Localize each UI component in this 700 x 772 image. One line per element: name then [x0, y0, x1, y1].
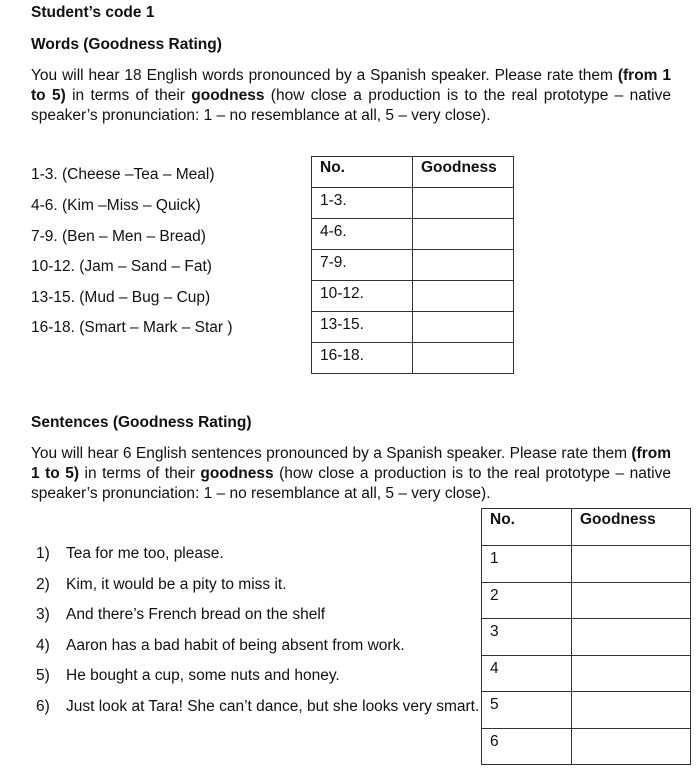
word-item: 10-12. (Jam – Sand – Fat) — [31, 258, 212, 275]
word-item: 16-18. (Smart – Mark – Star ) — [31, 319, 233, 336]
words-instructions — [31, 66, 671, 126]
column-header-goodness: Goodness — [572, 509, 691, 546]
row-label: 10-12. — [312, 281, 413, 312]
row-label: 4-6. — [312, 219, 413, 250]
table-row — [312, 281, 514, 312]
table-row — [312, 219, 514, 250]
sentence-item — [36, 576, 287, 594]
goodness-cell[interactable] — [572, 546, 691, 583]
table-row — [482, 546, 691, 583]
table-row — [312, 312, 514, 343]
words-rating-table — [311, 156, 514, 374]
sentence-text: Aaron has a bad habit of being absent from work. — [66, 637, 405, 654]
row-label: 2 — [482, 583, 572, 619]
sentence-text: And there’s French bread on the shelf — [66, 606, 326, 623]
goodness-cell[interactable] — [572, 656, 691, 692]
row-label: 5 — [482, 692, 572, 729]
row-label: 1-3. — [312, 188, 413, 219]
row-label: 13-15. — [312, 312, 413, 343]
page-title: Student’s code 1 — [31, 4, 155, 21]
goodness-cell[interactable] — [413, 281, 514, 312]
sentence-number: 5) — [36, 667, 50, 684]
goodness-cell[interactable] — [572, 692, 691, 729]
words-instr-scale: (from 1 to 5) — [31, 67, 671, 104]
goodness-cell[interactable] — [413, 188, 514, 219]
table-row — [482, 656, 691, 692]
row-label: 1 — [482, 546, 572, 583]
sentence-number: 4) — [36, 637, 50, 654]
words-instr-goodness: goodness — [191, 87, 265, 104]
sentence-text: Tea for me too, please. — [66, 545, 224, 562]
sentences-rating-table — [481, 508, 691, 765]
sentences-instructions — [31, 444, 671, 504]
goodness-cell[interactable] — [413, 219, 514, 250]
sentences-instr-goodness: goodness — [200, 465, 274, 482]
words-instr-part3: (how close a production is to the real prototype – native speaker’s pronunciation: 1 – no resemblance at all, 5 – very close). — [31, 87, 671, 124]
goodness-cell[interactable] — [413, 343, 514, 374]
sentence-number: 2) — [36, 576, 50, 593]
goodness-cell[interactable] — [572, 619, 691, 656]
row-label: 3 — [482, 619, 572, 656]
sentence-item — [36, 637, 405, 655]
table-row — [482, 619, 691, 656]
table-row — [312, 343, 514, 374]
table-row — [482, 583, 691, 619]
table-row — [312, 250, 514, 281]
table-row — [312, 188, 514, 219]
table-header-row — [482, 509, 691, 546]
row-label: 16-18. — [312, 343, 413, 374]
word-item: 1-3. (Cheese –Tea – Meal) — [31, 166, 215, 183]
word-item: 13-15. (Mud – Bug – Cup) — [31, 289, 211, 306]
sentence-text: Kim, it would be a pity to miss it. — [66, 576, 287, 593]
sentence-number: 1) — [36, 545, 50, 562]
goodness-cell[interactable] — [413, 312, 514, 343]
row-label: 7-9. — [312, 250, 413, 281]
word-item: 4-6. (Kim –Miss – Quick) — [31, 197, 201, 214]
sentences-instr-scale: (from 1 to 5) — [31, 445, 671, 482]
row-label: 6 — [482, 729, 572, 765]
sentences-section-title: Sentences (Goodness Rating) — [31, 414, 252, 431]
sentence-text: He bought a cup, some nuts and honey. — [66, 667, 340, 684]
column-header-no: No. — [312, 157, 413, 188]
column-header-goodness: Goodness — [413, 157, 514, 188]
sentences-instr-part2: in terms of their — [79, 465, 201, 482]
goodness-cell[interactable] — [413, 250, 514, 281]
table-row — [482, 729, 691, 765]
column-header-no: No. — [482, 509, 572, 546]
word-item: 7-9. (Ben – Men – Bread) — [31, 228, 206, 245]
sentence-item — [36, 667, 340, 685]
goodness-cell[interactable] — [572, 729, 691, 765]
words-instr-part2: in terms of their — [65, 87, 192, 104]
words-instr-part1: You will hear 18 English words pronounced by a Spanish speaker. Please rate them — [31, 67, 618, 84]
row-label: 4 — [482, 656, 572, 692]
table-header-row — [312, 157, 514, 188]
sentence-number: 6) — [36, 698, 50, 715]
sentence-item — [36, 606, 325, 624]
sentences-instr-part3: (how close a production is to the real prototype – native speaker’s pronunciation: 1 – no resemblance at all, 5 – very close). — [31, 465, 671, 502]
sentence-item — [36, 545, 224, 563]
sentence-item — [36, 698, 479, 716]
table-row — [482, 692, 691, 729]
goodness-cell[interactable] — [572, 583, 691, 619]
sentences-instr-part1: You will hear 6 English sentences pronounced by a Spanish speaker. Please rate them — [31, 445, 632, 462]
sentence-text: Just look at Tara! She can’t dance, but she looks very smart. — [66, 698, 480, 715]
words-section-title: Words (Goodness Rating) — [31, 36, 222, 53]
sentence-number: 3) — [36, 606, 50, 623]
